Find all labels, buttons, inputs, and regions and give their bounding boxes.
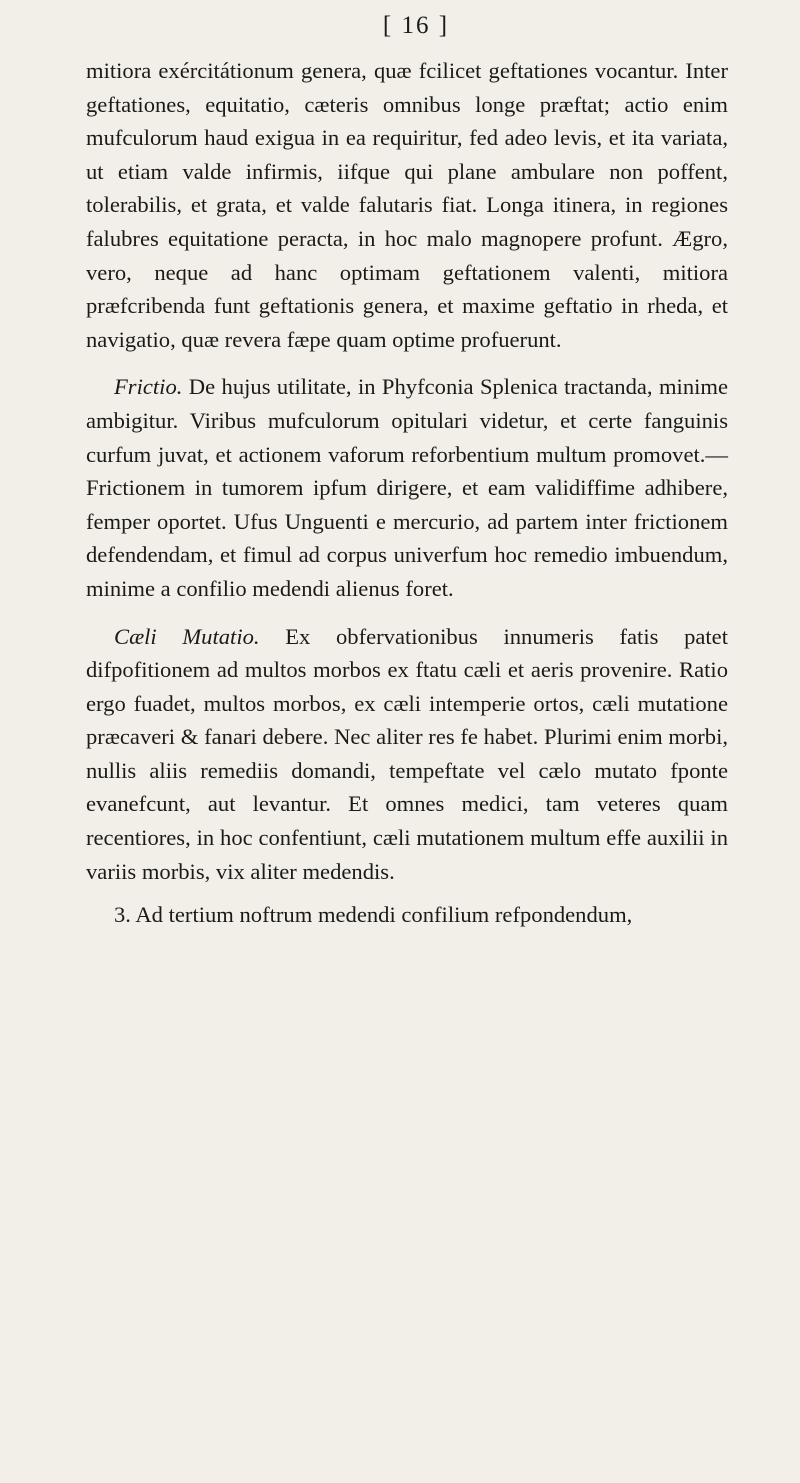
- paragraph-frictio: [86, 370, 728, 605]
- paragraph-text: 3. Ad tertium noftrum medendi confilium refpondendum,: [114, 902, 633, 928]
- paragraph-lead: Cæli Mutatio.: [114, 623, 260, 649]
- paragraph-text: Ex obfervationibus innumeris fatis patet difpofitionem ad multos morbos ex ftatu cæli et aeris provenire. Ratio ergo fuadet, multos morbos, ex cæli intemperie ortos, cæli mutatione præcaveri & fanari debere. Nec aliter res fe habet. Plurimi enim morbi, nullis aliis remediis domandi, tempeftate vel cælo mutato fponte evanefcunt, aut levantur. Et omnes medici, tam veteres quam recentiores, in hoc confentiunt, cæli mutationem multum effe auxilii in variis morbis, vix aliter medendis.: [86, 623, 728, 884]
- paragraph-consilium: [86, 898, 728, 932]
- paragraph-lead: Frictio.: [114, 374, 183, 400]
- paragraph-text: mitiora exércitátionum genera, quæ fcilicet geftationes vocantur. Inter geftationes, equitatio, cæteris omnibus longe præftat; actio enim mufculorum haud exigua in ea requiritur, fed adeo levis, et ita variata, ut etiam valde infirmis, iifque qui plane ambulare non poffent, tolerabilis, et grata, et valde falutaris fiat. Longa itinera, in regiones falubres equitatione peracta, in hoc malo magnopere profunt. Ægro, vero, neque ad hanc optimam geftationem valenti, mitiora præfcribenda funt geftationis genera, et maxime geftatio in rheda, et navigatio, quæ revera fæpe quam optime profuerunt.: [86, 58, 728, 352]
- paragraph-exercise: [86, 54, 728, 356]
- paragraph-caeli-mutatio: [86, 620, 728, 889]
- page-number: [ 16 ]: [382, 12, 450, 39]
- paragraph-text: De hujus utilitate, in Phyfconia Splenica tractanda, minime ambigitur. Viribus mufculorum opitulari videtur, et certe fanguinis curfum juvat, et actionem vaforum reforbentium multum promovet.—Frictionem in tumorem ipfum dirigere, et eam validiffime adhibere, femper oportet. Ufus Unguenti e mercurio, ad partem inter frictionem defendendam, et fimul ad corpus univerfum hoc remedio imbuendum, minime a confilio medendi alienus foret.: [86, 374, 728, 601]
